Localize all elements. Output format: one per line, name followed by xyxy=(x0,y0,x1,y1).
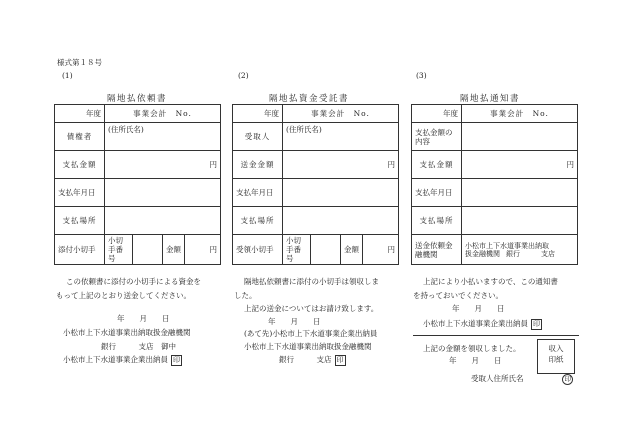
col1-treasurer-text: 小松市上下水道事業企業出納員 xyxy=(63,355,168,364)
col2-place-label: 支払場所 xyxy=(233,207,283,235)
col3-note-line-2: を持っておいでください。 xyxy=(413,291,503,300)
col3-receipt-divider xyxy=(413,335,579,336)
col3-title: 隔地払通知書 xyxy=(460,94,521,104)
col1-date-line: 年 月 日 xyxy=(117,314,170,323)
col2-note-line-1: 隔地払依頼書に添付の小切手は領収しま xyxy=(244,277,379,286)
col2-check-num-label: 小切手番号 xyxy=(283,235,311,265)
col3-amount-field[interactable]: 円 xyxy=(462,151,578,179)
col1-sign-branch-line: 銀行 支店 御中 xyxy=(101,342,176,351)
col2-number: (2) xyxy=(238,71,249,80)
col1-check-amount-label: 金額 xyxy=(163,235,185,265)
col3-number: (3) xyxy=(416,71,427,80)
col1-number: (1) xyxy=(62,71,73,80)
col2-account-label: 事業会計 No. xyxy=(283,105,399,123)
col1-year-label: 年度 xyxy=(55,105,105,123)
col3-receipt-text: 上記の金額を領収しました。 xyxy=(423,344,521,353)
col2-date-label: 支払年月日 xyxy=(233,179,283,207)
col2-check-label: 受領小切手 xyxy=(233,235,283,265)
revenue-stamp-box xyxy=(537,339,575,374)
col1-amount-label: 支払金額 xyxy=(55,151,105,179)
form-number: 様式第１８号 xyxy=(57,58,102,67)
col1-creditor-field[interactable]: (住所氏名) xyxy=(105,123,221,151)
col2-sign-branch-line xyxy=(279,354,346,366)
col3-amount-label: 支払金額 xyxy=(412,151,462,179)
col2-title: 隔地払資金受託書 xyxy=(269,94,350,104)
col2-date-field[interactable] xyxy=(283,179,399,207)
col1-sign-treasurer-line xyxy=(63,354,182,366)
col2-date-line: 年 月 日 xyxy=(268,317,321,326)
revenue-stamp-text-1: 収入 xyxy=(548,344,564,353)
col3-content-field[interactable] xyxy=(462,123,578,151)
col3-remit-line-4: 銀行 支店 xyxy=(506,249,555,258)
col2-note-line-3: 上記の送金についてはお請け致します。 xyxy=(244,304,379,313)
col1-amount-field[interactable]: 円 xyxy=(105,151,221,179)
col1-account-label: 事業会計 No. xyxy=(105,105,221,123)
col3-remit-label: 送金依頼金融機関 xyxy=(412,235,462,265)
col1-title: 隔地払依頼書 xyxy=(107,94,168,104)
col1-place-label: 支払場所 xyxy=(55,207,105,235)
col2-branch-text: 銀行 支店 xyxy=(279,355,332,364)
col2-receiver-field[interactable]: (住所氏名) xyxy=(283,123,399,151)
col3-note-line-1: 上記により小払いますので、この通知書 xyxy=(423,277,558,286)
col3-receipt-date-line: 年 月 日 xyxy=(449,356,502,365)
col3-recipient-label: 受取人住所氏名 xyxy=(471,374,524,383)
col2-seal-icon: 印 xyxy=(336,355,344,364)
col1-place-field[interactable] xyxy=(105,207,221,235)
col2-check-num-field[interactable] xyxy=(311,235,341,265)
col1-creditor-label: 債権者 xyxy=(55,123,105,151)
col3-remit-line-1: 小松市上下水 xyxy=(465,241,507,250)
revenue-stamp-text-2: 印紙 xyxy=(548,355,564,364)
col2-amount-label: 送金金額 xyxy=(233,151,283,179)
col2-form-table xyxy=(232,104,399,265)
col2-check-amount-field[interactable]: 円 xyxy=(363,235,399,265)
col2-receiver-label: 受取人 xyxy=(233,123,283,151)
col3-account-label: 事業会計 No. xyxy=(462,105,578,123)
col1-check-label: 添付小切手 xyxy=(55,235,105,265)
col3-remit-line-2: 道事業出納取 xyxy=(507,241,549,250)
col3-remit-field xyxy=(462,235,578,265)
col3-place-label: 支払場所 xyxy=(412,207,462,235)
col1-check-num-field[interactable] xyxy=(133,235,163,265)
col3-date-field[interactable] xyxy=(462,179,578,207)
col1-date-field[interactable] xyxy=(105,179,221,207)
col1-note-line-1: この依頼書に添付の小切手による資金を xyxy=(66,277,201,286)
col1-date-label: 支払年月日 xyxy=(55,179,105,207)
col3-place-field[interactable] xyxy=(462,207,578,235)
col1-sign-bank-line: 小松市上下水道事業出納取扱金融機関 xyxy=(63,328,191,337)
col3-content-label: 支払金額の内容 xyxy=(412,123,462,151)
col3-seal-icon: 印 xyxy=(533,319,540,328)
col2-sign-bank-line: 小松市上下水道事業出納取扱金融機関 xyxy=(244,342,372,351)
col2-year-label: 年度 xyxy=(233,105,283,123)
col2-note-line-2: した。 xyxy=(234,291,257,300)
col3-remit-line-3: 扱金融機関 xyxy=(465,249,500,258)
col3-date-line: 年 月 日 xyxy=(452,304,505,313)
col3-recipient-seal-icon: 印 xyxy=(562,374,573,385)
col3-sign-treasurer-line xyxy=(423,318,542,330)
col2-place-field[interactable] xyxy=(283,207,399,235)
col1-check-amount-field[interactable]: 円 xyxy=(185,235,221,265)
col2-sign-addressee-line: (あて先)小松市上下水道事業企業出納員 xyxy=(244,329,378,338)
col3-form-table xyxy=(411,104,578,265)
col1-note-line-2: もって上記のとおり送金してください。 xyxy=(56,291,191,300)
col1-check-num-label: 小切手番号 xyxy=(105,235,133,265)
col3-recipient-line xyxy=(471,373,573,385)
col3-treasurer-text: 小松市上下水道事業企業出納員 xyxy=(423,319,528,328)
col3-date-label: 支払年月日 xyxy=(412,179,462,207)
col2-amount-field[interactable]: 円 xyxy=(283,151,399,179)
col3-year-label: 年度 xyxy=(412,105,462,123)
col1-form-table xyxy=(54,104,221,265)
col1-seal-icon: 印 xyxy=(173,355,180,364)
col2-check-amount-label: 金額 xyxy=(341,235,363,265)
